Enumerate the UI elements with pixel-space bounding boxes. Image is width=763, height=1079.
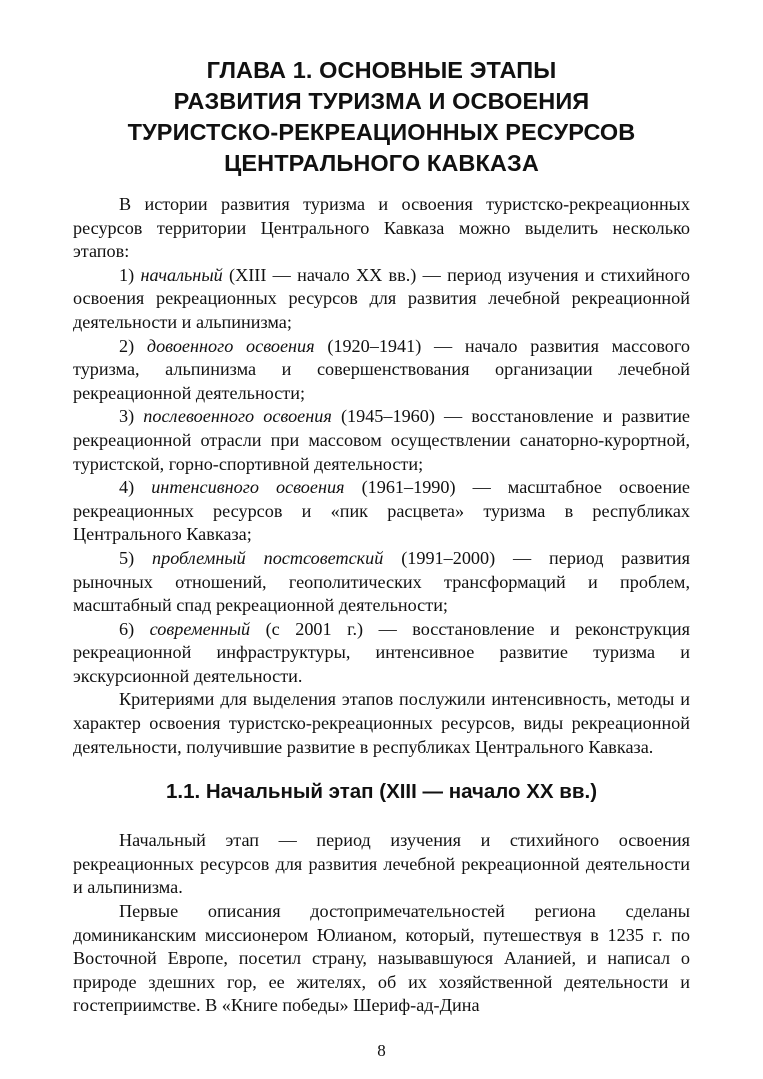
stage-name: интенсивного освоения bbox=[151, 477, 345, 498]
stage-item bbox=[73, 335, 690, 406]
chapter-title bbox=[73, 55, 690, 179]
stage-item bbox=[73, 547, 690, 618]
stage-number: 4) bbox=[119, 477, 135, 498]
stage-description: (1945–1960) — восстановление и развитие рекреационной отрасли при массовом осуществлении санаторно-курортной, туристской, горно-спортивной деятельности; bbox=[73, 406, 690, 474]
chapter-title-line: ЦЕНТРАЛЬНОГО КАВКАЗА bbox=[224, 150, 539, 176]
stage-number: 1) bbox=[119, 264, 135, 285]
stage-name: начальный bbox=[140, 264, 223, 285]
section-paragraph: Первые описания достопримечательностей региона сделаны доминиканским миссионером Юлианом, который, путешествуя в 1235 г. по Восточной Европе, посетил страну, называвшуюся Аланией, и написал о природе здешних гор, ее жителях, об их хозяйственной деятельности и гостеприимстве. В «Книге победы» Шериф-ад-Дина bbox=[73, 901, 690, 1016]
stage-name: современный bbox=[149, 618, 251, 639]
stage-number: 3) bbox=[119, 406, 135, 427]
stage-description: (1920–1941) — начало развития массового туризма, альпинизма и совершенствования организации лечебной рекреационной деятельности; bbox=[73, 335, 691, 403]
stage-description: (1961–1990) — масштабное освоение рекреационных ресурсов и «пик расцвета» туризма в республиках Центрального Кавказа; bbox=[73, 477, 691, 545]
stage-number: 2) bbox=[119, 335, 135, 356]
stage-number: 6) bbox=[119, 618, 135, 639]
stage-item bbox=[73, 264, 690, 335]
page-number: 8 bbox=[377, 1041, 386, 1060]
stage-name: проблемный постсоветский bbox=[152, 547, 384, 568]
stage-item bbox=[73, 405, 690, 476]
chapter-title-line: РАЗВИТИЯ ТУРИЗМА И ОСВОЕНИЯ bbox=[173, 88, 590, 114]
section-title: 1.1. Начальный этап (XIII — начало XX вв.) bbox=[165, 780, 598, 804]
page-content bbox=[73, 55, 690, 1018]
stage-item bbox=[73, 476, 690, 547]
stage-description: (1991–2000) — период развития рыночных отношений, геополитических трансформаций и проблем, масштабный спад рекреационной деятельности; bbox=[73, 547, 691, 616]
chapter-title-line: ТУРИСТСКО-РЕКРЕАЦИОННЫХ РЕСУРСОВ bbox=[127, 119, 636, 145]
stage-item bbox=[73, 618, 690, 689]
stage-name: послевоенного освоения bbox=[143, 406, 332, 427]
chapter-title-line: ГЛАВА 1. ОСНОВНЫЕ ЭТАПЫ bbox=[206, 57, 557, 83]
section-paragraph: Начальный этап — период изучения и стихийного освоения рекреационных ресурсов для развития лечебной рекреационной деятельности и альпинизма. bbox=[73, 830, 690, 898]
stage-description: (с 2001 г.) — восстановление и реконструкция рекреационной инфраструктуры, интенсивное развитие туризма и экскурсионной деятельности. bbox=[73, 618, 691, 686]
stage-description: (XIII — начало XX вв.) — период изучения и стихийного освоения рекреационных ресурсов для развития лечебной рекреационной деятельности и альпинизма; bbox=[73, 264, 691, 332]
stage-number: 5) bbox=[119, 547, 135, 568]
criteria-paragraph: Критериями для выделения этапов послужили интенсивность, методы и характер освоения туристско-рекреационных ресурсов, виды рекреационной деятельности, получившие развитие в республиках Центрального Кавказа. bbox=[73, 689, 690, 757]
stage-name: довоенного освоения bbox=[146, 335, 315, 356]
intro-paragraph: В истории развития туризма и освоения туристско-рекреационных ресурсов территории Центрального Кавказа можно выделить несколько этапов: bbox=[73, 194, 690, 262]
